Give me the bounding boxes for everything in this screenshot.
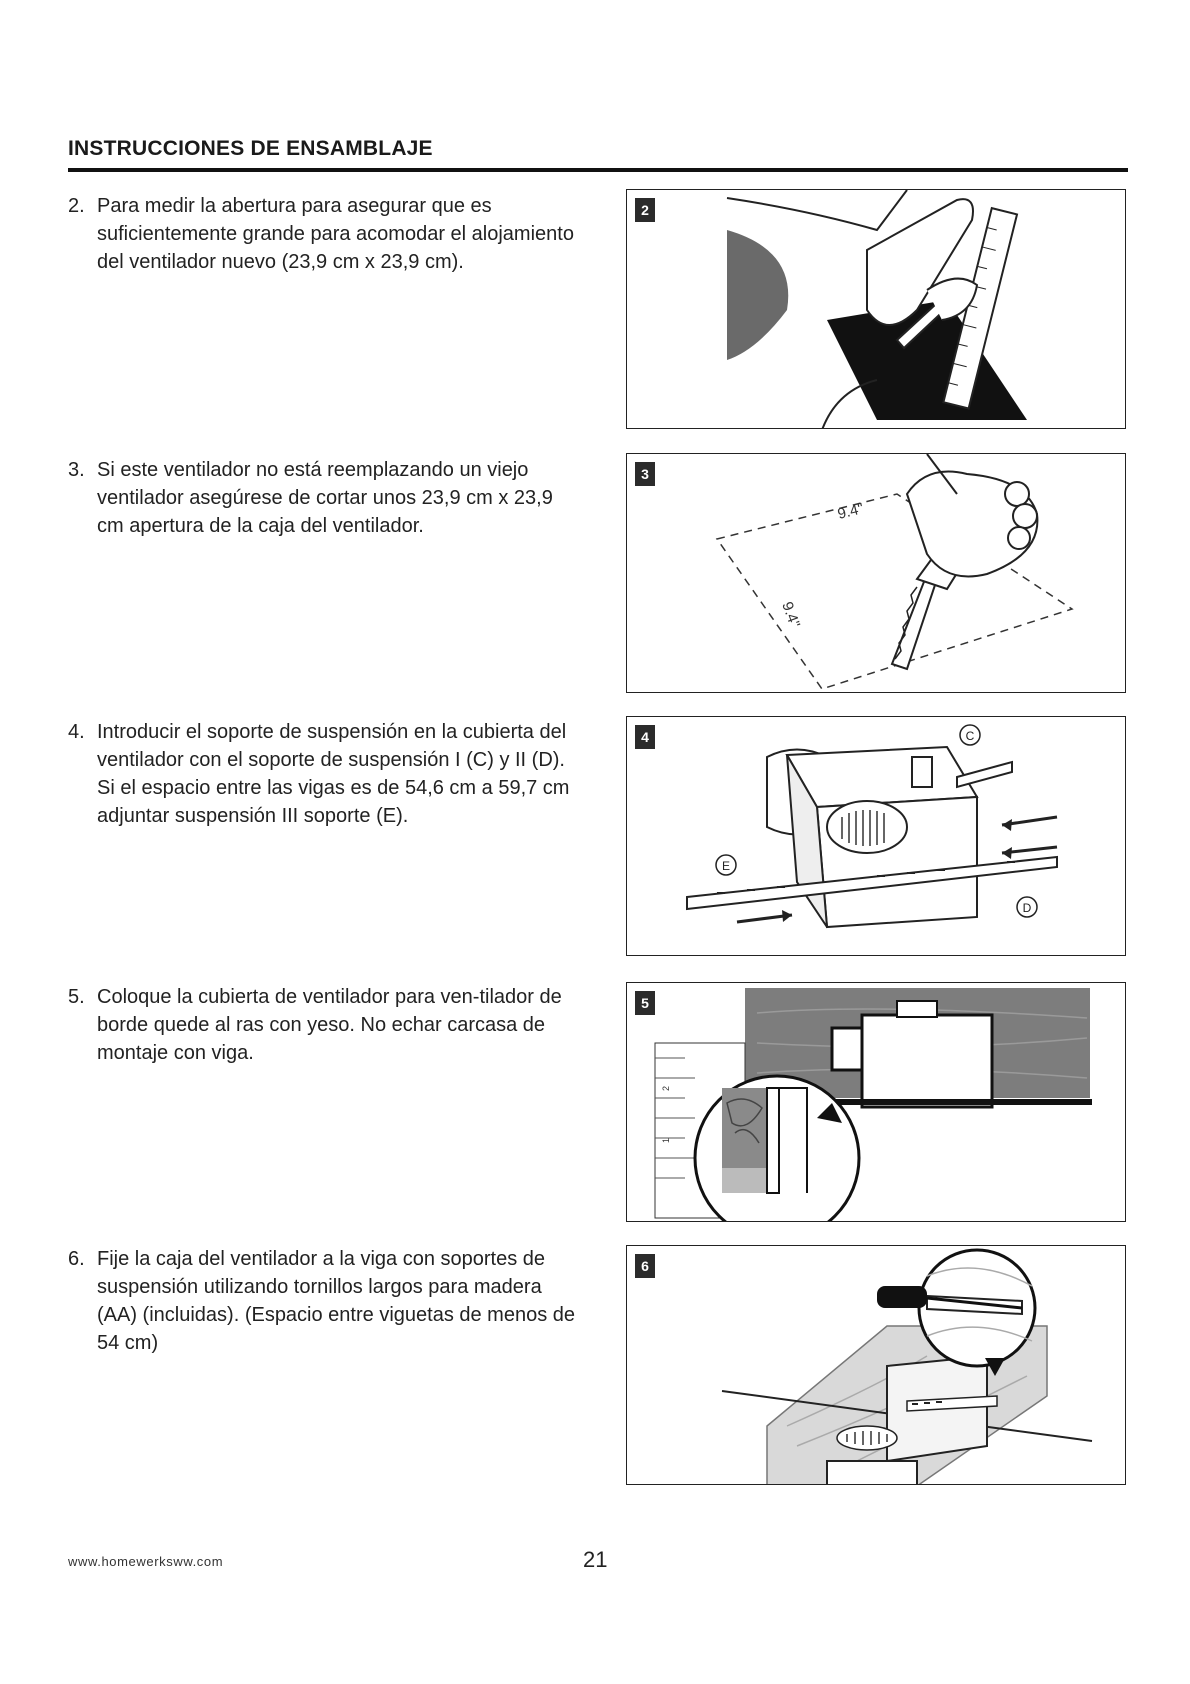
dimension-label-vertical: 9.4" [778,599,804,630]
fastening-illustration [627,1246,1126,1485]
bracket-c-label: C [965,729,975,743]
step-body: Fije la caja del ventilador a la viga con soportes de suspensión utilizando tornillos largos para madera (AA) (incluidas). (Espacio entre viguetas de menos de 54 cm) [97,1248,576,1354]
flush-mount-illustration [627,983,1126,1222]
step-number: 6. [68,1248,85,1270]
step-body: Si este ventilador no está reemplazando un viejo ventilador asegúrese de cortar unos 23,9 cm x 23,9 cm apertura de la caja del ventilador. [97,459,553,537]
step-body: Coloque la cubierta de ventilador para ven-tilador de borde quede al ras con yeso. No echar carcasa de montaje con viga. [97,986,562,1064]
figure-number-badge: 4 [635,725,655,749]
step-body: Para medir la abertura para asegurar que es suficientemente grande para acomodar el alojamiento del ventilador nuevo (23,9 cm x 23,9 cm). [97,195,574,273]
footer-website: www.homewerksww.com [68,1554,224,1569]
figure-6-fasten-to-joist [626,1245,1126,1485]
section-title: INSTRUCCIONES DE ENSAMBLAJE [68,137,433,160]
step-2-text [68,192,580,276]
figure-number-badge: 6 [635,1254,655,1278]
step-4-text [68,718,580,830]
figure-number-badge: 3 [635,462,655,486]
ruler-mark-2: 2 [661,1085,671,1091]
bracket-e-label: E [721,859,731,873]
dimension-label-horizontal: 9.4" [835,500,866,523]
step-6-text [68,1245,580,1357]
step-number: 5. [68,986,85,1008]
step-number: 3. [68,459,85,481]
step-number: 4. [68,721,85,743]
figure-5-flush-with-drywall [626,982,1126,1222]
step-5-text [68,983,580,1067]
figure-number-badge: 2 [635,198,655,222]
page-number: 21 [583,1547,608,1572]
measuring-illustration [627,190,1126,429]
figure-2-measure-opening [626,189,1126,429]
bracket-illustration [627,717,1126,956]
figure-4-insert-brackets [626,716,1126,956]
title-divider [68,168,1128,172]
step-body: Introducir el soporte de suspensión en la cubierta del ventilador con el soporte de suspensión I (C) y II (D). Si el espacio entre las vigas es de 54,6 cm a 59,7 cm adjuntar suspensión III soporte (E). [97,721,570,827]
bracket-d-label: D [1022,901,1032,915]
figure-number-badge: 5 [635,991,655,1015]
ruler-mark-1: 1 [661,1137,671,1143]
figure-3-cut-opening [626,453,1126,693]
cutting-illustration [627,454,1126,693]
step-number: 2. [68,195,85,217]
step-3-text [68,456,580,540]
